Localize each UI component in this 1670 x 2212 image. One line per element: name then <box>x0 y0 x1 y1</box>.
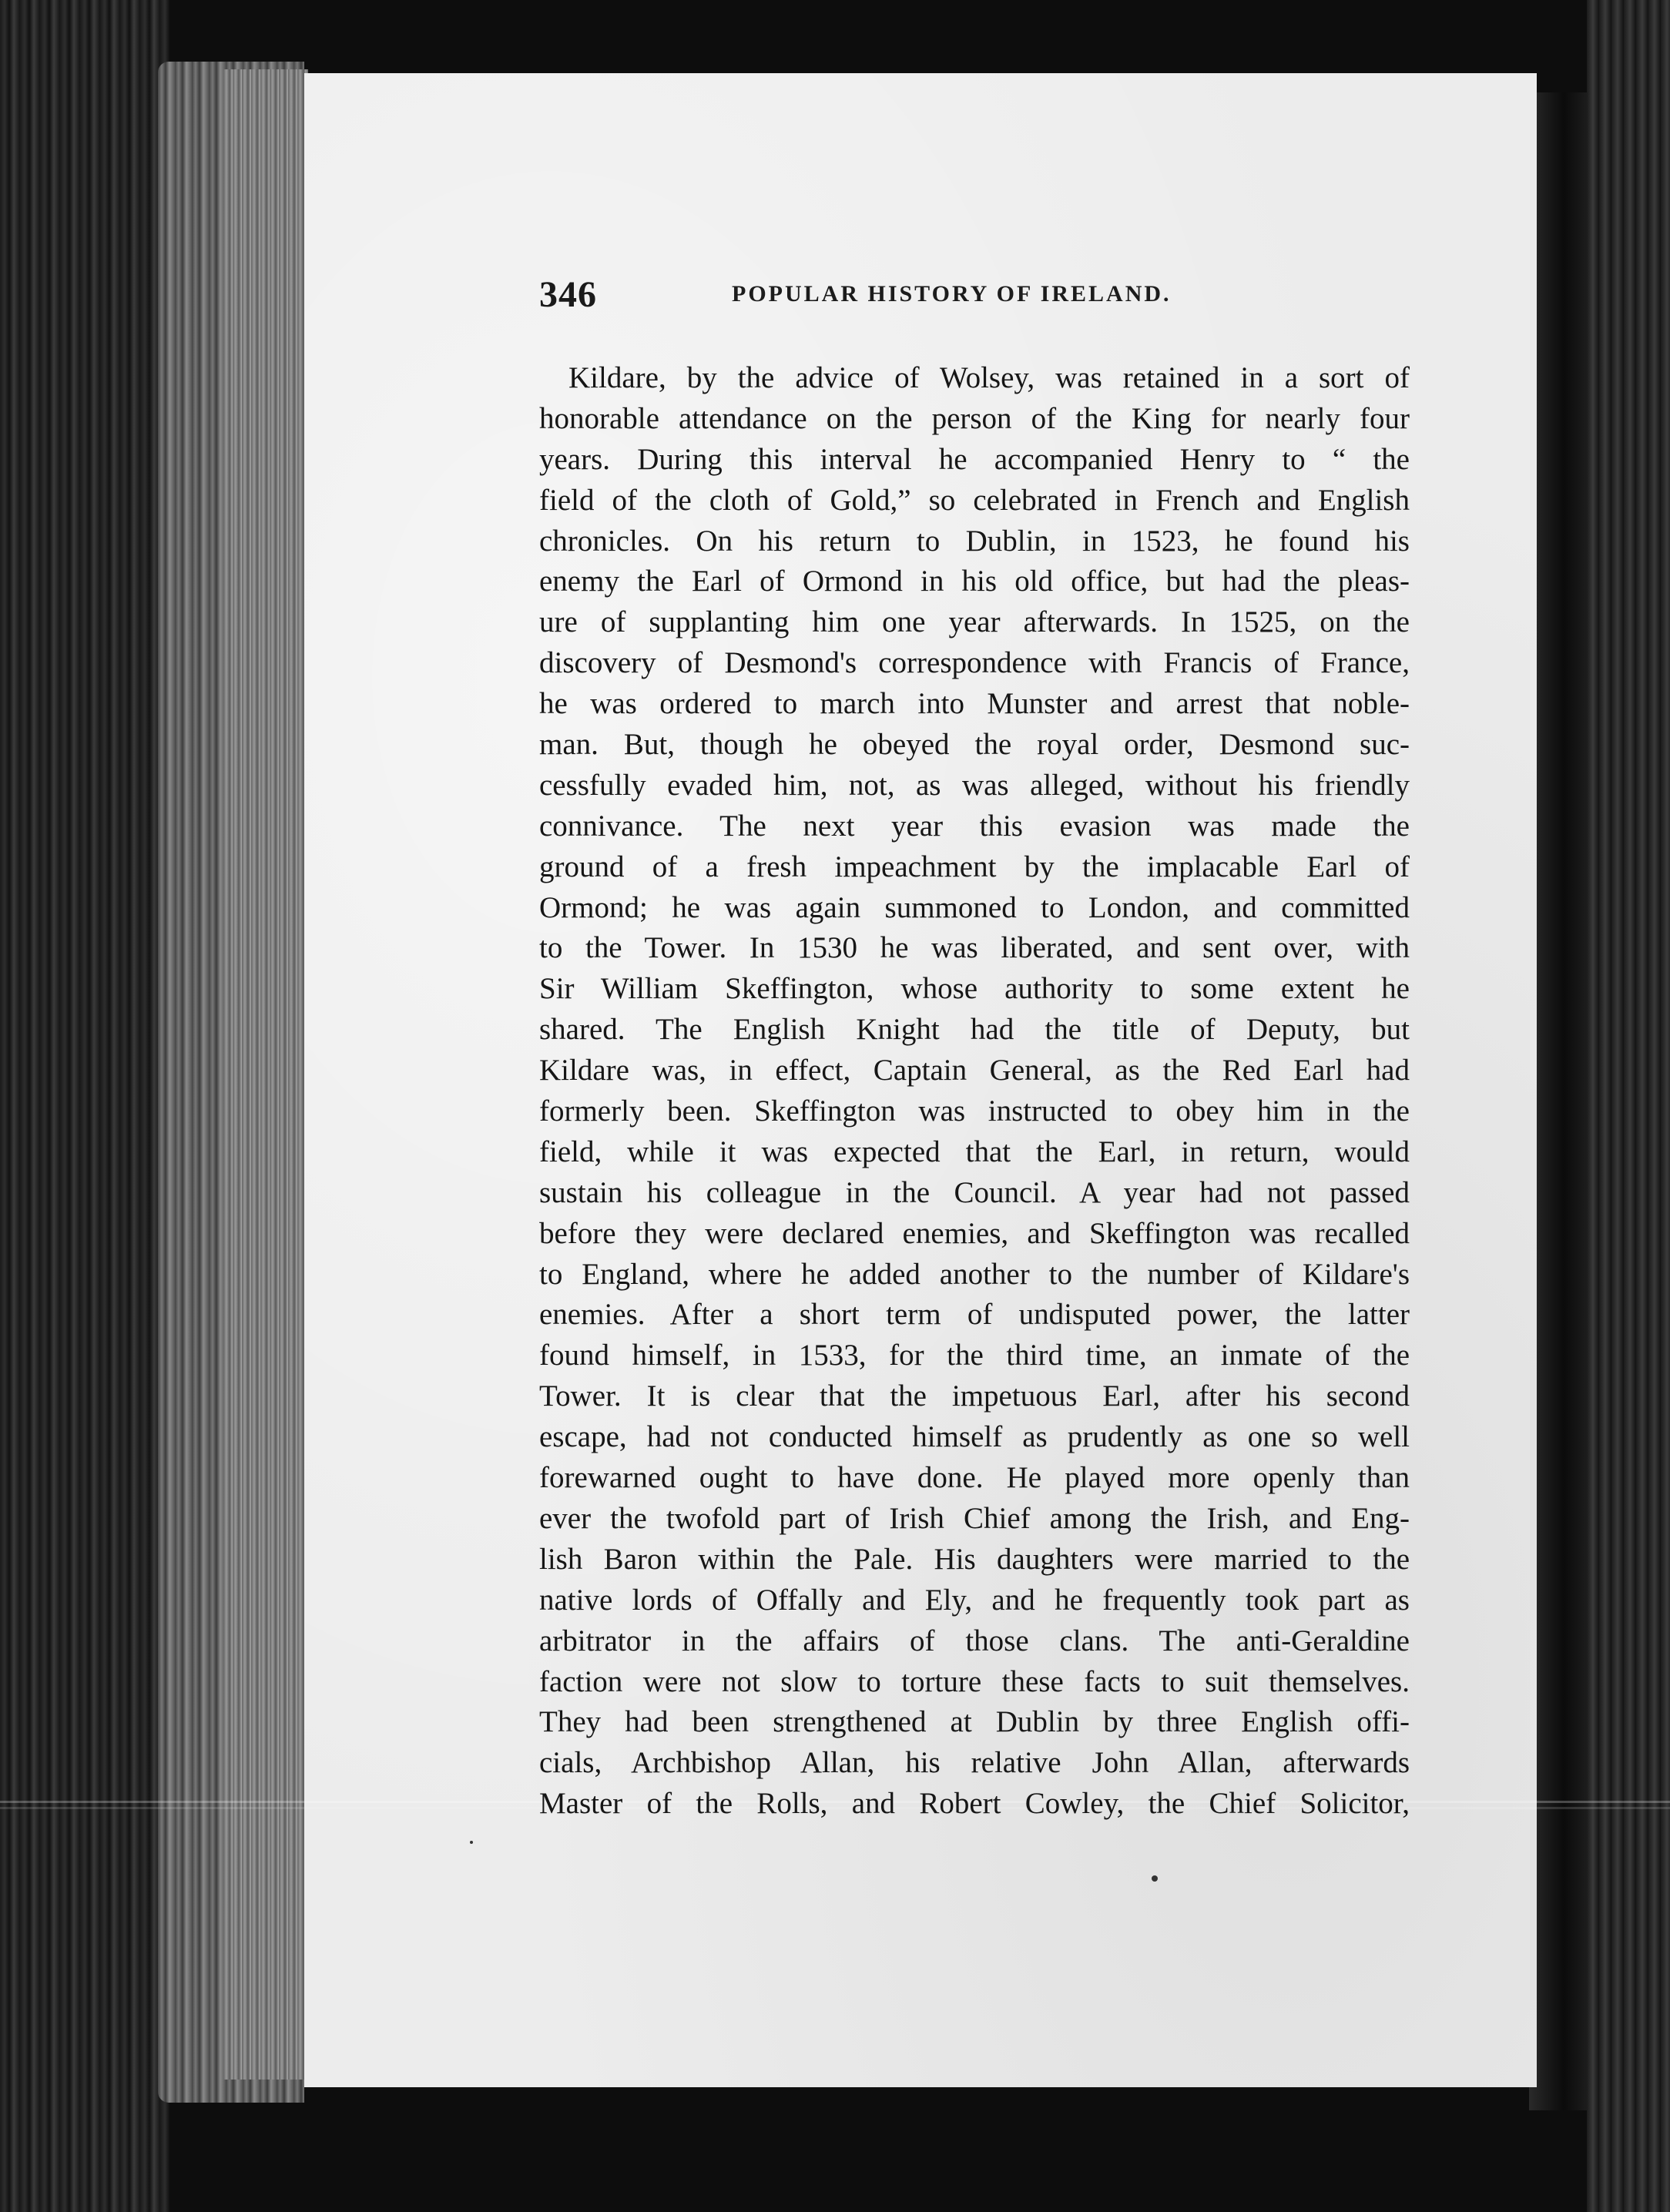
text-line: arbitrator in the affairs of those clans. The anti-Geraldine <box>539 1624 1410 1657</box>
text-line: lish Baron within the Pale. His daughters were married to the <box>539 1542 1410 1576</box>
ink-speck <box>1152 1875 1158 1882</box>
text-line: formerly been. Skeffington was instructed to obey him in the <box>539 1094 1410 1128</box>
text-line: discovery of Desmond's correspondence with Francis of France, <box>539 646 1410 680</box>
text-line: ever the twofold part of Irish Chief among the Irish, and Eng- <box>539 1501 1410 1535</box>
text-line: shared. The English Knight had the title of Deputy, but <box>539 1013 1410 1047</box>
film-frame-left <box>0 0 169 2212</box>
text-line: Master of the Rolls, and Robert Cowley, the Chief Solicitor, <box>539 1787 1410 1821</box>
text-line: ure of supplanting him one year afterwards. In 1525, on the <box>539 605 1410 639</box>
text-line: Sir William Skeffington, whose authority to some extent he <box>539 972 1410 1006</box>
film-frame-right <box>1587 0 1670 2212</box>
text-line: man. But, though he obeyed the royal order, Desmond suc- <box>539 728 1410 762</box>
book-page-edges-inner <box>223 69 308 2080</box>
body-text <box>539 358 1410 1825</box>
text-line: Tower. It is clear that the impetuous Earl, after his second <box>539 1379 1410 1413</box>
running-title: POPULAR HISTORY OF IRELAND. <box>732 281 1172 307</box>
text-line: cessfully evaded him, not, as was alleged, without his friendly <box>539 768 1410 802</box>
text-line: escape, had not conducted himself as prudently as one so well <box>539 1420 1410 1454</box>
text-line: years. During this interval he accompanied Henry to “ the <box>539 442 1410 476</box>
text-line: to England, where he added another to the number of Kildare's <box>539 1257 1410 1291</box>
text-line: honorable attendance on the person of the King for nearly four <box>539 401 1410 435</box>
text-line: connivance. The next year this evasion was made the <box>539 809 1410 843</box>
running-head <box>539 273 1410 327</box>
text-line: Ormond; he was again summoned to London, and committed <box>539 890 1410 924</box>
text-line: faction were not slow to torture these facts to suit themselves. <box>539 1664 1410 1698</box>
text-line: Kildare, by the advice of Wolsey, was retained in a sort of <box>568 361 1410 394</box>
text-line: before they were declared enemies, and Skeffington was recalled <box>539 1216 1410 1250</box>
text-line: ground of a fresh impeachment by the implacable Earl of <box>539 850 1410 883</box>
text-line: field, while it was expected that the Earl, in return, would <box>539 1134 1410 1168</box>
text-line: chronicles. On his return to Dublin, in 1523, he found his <box>539 524 1410 558</box>
text-line: to the Tower. In 1530 he was liberated, and sent over, with <box>539 931 1410 965</box>
text-line: enemies. After a short term of undisputed power, the latter <box>539 1298 1410 1332</box>
text-line: They had been strengthened at Dublin by three English offi- <box>539 1705 1410 1739</box>
text-line: cials, Archbishop Allan, his relative John Allan, afterwards <box>539 1746 1410 1780</box>
text-line: field of the cloth of Gold,” so celebrated in French and English <box>539 483 1410 517</box>
ink-speck <box>470 1841 473 1844</box>
text-line: forewarned ought to have done. He played more openly than <box>539 1461 1410 1495</box>
text-line: Kildare was, in effect, Captain General, as the Red Earl had <box>539 1054 1410 1088</box>
text-line: enemy the Earl of Ormond in his old office, but had the pleas- <box>539 565 1410 598</box>
text-line: native lords of Offally and Ely, and he frequently took part as <box>539 1583 1410 1617</box>
text-line: he was ordered to march into Munster and arrest that noble- <box>539 687 1410 721</box>
text-line: sustain his colleague in the Council. A year had not passed <box>539 1175 1410 1209</box>
page-number: 346 <box>539 274 597 315</box>
text-line: found himself, in 1533, for the third time, an inmate of the <box>539 1339 1410 1372</box>
